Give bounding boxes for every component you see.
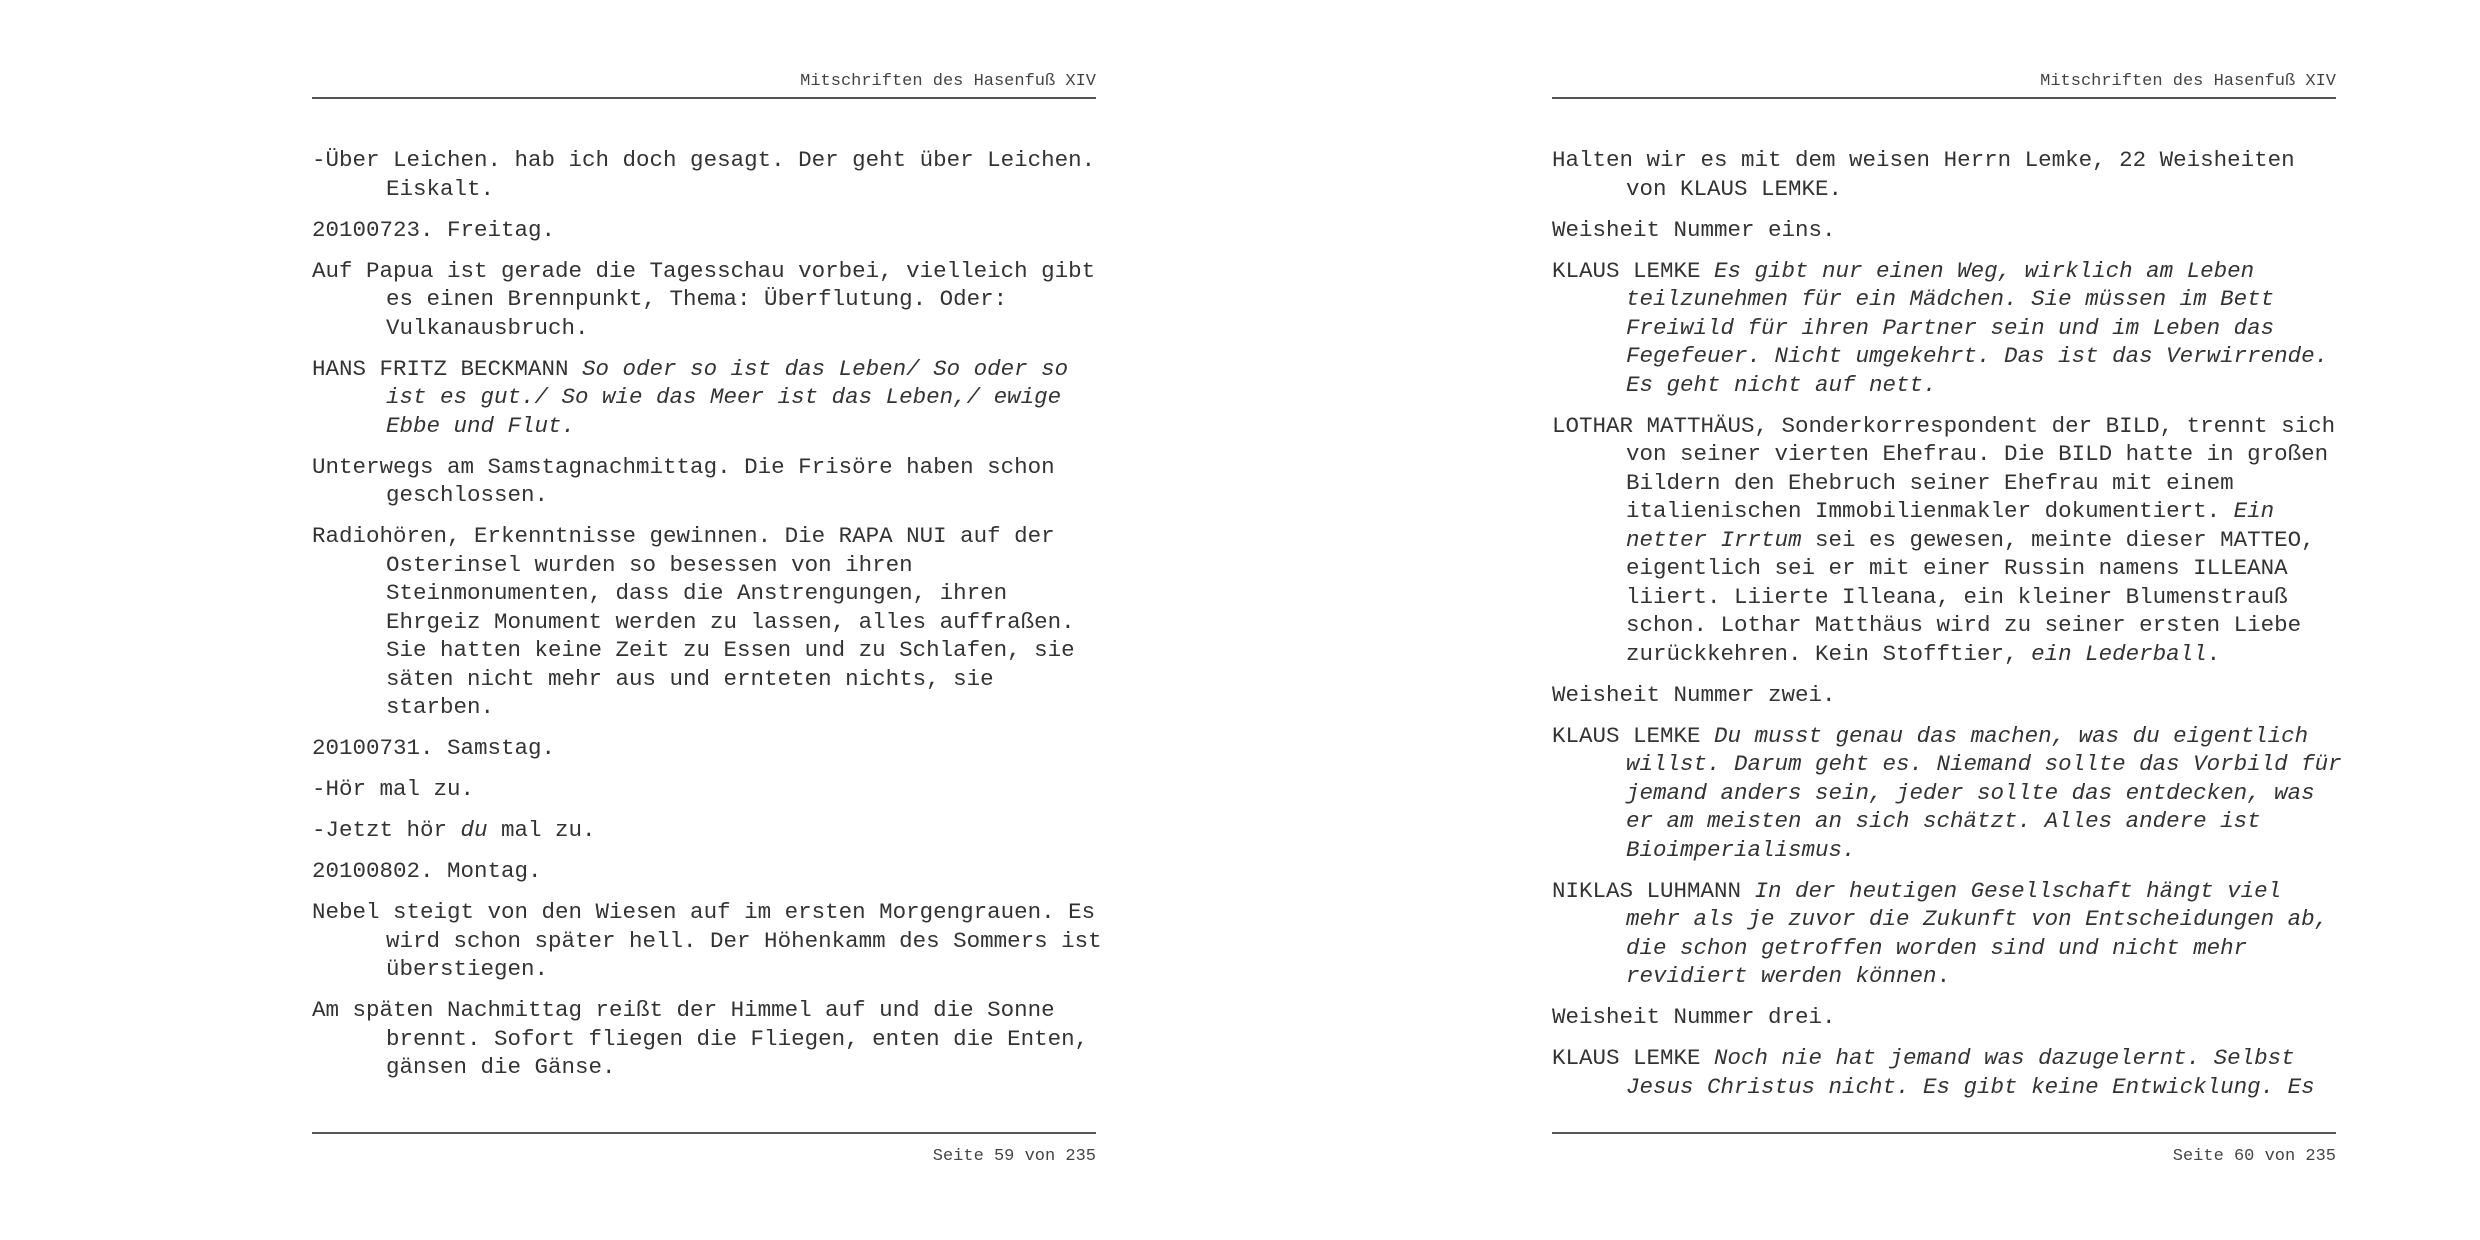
paragraph — [312, 355, 1102, 441]
footer-rule — [312, 1132, 1096, 1134]
paragraph — [312, 996, 1102, 1082]
text-run: -Hör mal zu. — [312, 776, 475, 802]
paragraph — [312, 898, 1116, 984]
text-run: sei es gewesen, meinte dieser MATTEO, eigentlich sei er mit einer Russin namens ILLEANA liiert. Liierte Illeana, ein kleiner Blumenstrauß schon. Lothar Matthäus wird zu seiner ersten Liebe zurückkehren. Kein Stofftier, — [1626, 526, 2329, 667]
text-run: KLAUS LEMKE — [1552, 1045, 1715, 1071]
italic-text: ein Lederball — [2031, 640, 2207, 667]
paragraph — [312, 216, 1102, 245]
body-text — [1552, 146, 2356, 1114]
body-text — [312, 146, 1116, 1094]
paragraph — [312, 453, 1102, 510]
paragraph — [312, 775, 1102, 804]
text-run: Weisheit Nummer drei. — [1552, 1004, 1836, 1030]
page-right — [1240, 0, 2480, 1240]
paragraph — [312, 146, 1109, 203]
italic-text: Es gibt nur einen Weg, wirklich am Leben teilzunehmen für ein Mädchen. Sie müssen im Bett Freiwild für ihren Partner sein und im Leben das Fegefeuer. Nicht umgekehrt. Das ist das Verwirrende. Es geht nicht auf nett. — [1626, 257, 2342, 398]
page-number: Seite 60 von 235 — [2172, 1147, 2336, 1166]
text-run: Auf Papua ist gerade die Tagesschau vorbei, vielleich gibt es einen Brennpunkt, Thema: Überflutung. Oder: Vulkanausbruch. — [312, 257, 1109, 341]
paragraph — [312, 734, 1102, 763]
italic-text: Du musst genau das machen, was du eigentlich willst. Darum geht es. Niemand sollte das Vorbild für jemand anders sein, jeder sollte das entdecken, was er am meisten an sich schätzt. Alles andere ist Bioimperialismus. — [1626, 722, 2356, 863]
running-head: Mitschriften des Hasenfuß XIV — [2040, 72, 2336, 91]
text-run: LOTHAR MATTHÄUS, Sonderkorrespondent der BILD, trennt sich von seiner vierten Ehefrau. Die BILD hatte in großen Bildern den Ehebruch seiner Ehefrau mit einem italienischen Immobilienmakler dokumentiert. — [1552, 412, 2349, 524]
header-rule — [312, 97, 1096, 99]
text-run: Weisheit Nummer zwei. — [1552, 681, 1836, 708]
paragraph — [312, 816, 1102, 845]
footer-rule — [1552, 1132, 2336, 1134]
page-number: Seite 59 von 235 — [932, 1147, 1096, 1166]
italic-text: In der heutigen Gesellschaft hängt viel mehr als je zuvor die Zukunft von Entscheidungen ab, die schon getroffen worden sind und nicht mehr revidiert werden können — [1626, 877, 2342, 989]
text-run: -Jetzt hör — [312, 817, 461, 843]
text-run: Halten wir es mit dem weisen Herrn Lemke, 22 Weisheiten von KLAUS LEMKE. — [1552, 147, 2309, 202]
text-run: Unterwegs am Samstagnachmittag. Die Frisöre haben schon geschlossen. — [312, 453, 1069, 508]
text-run: . — [2206, 640, 2221, 667]
text-run: KLAUS LEMKE — [1552, 722, 1715, 749]
text-run: HANS FRITZ BECKMANN — [312, 355, 583, 382]
paragraph — [312, 857, 1102, 886]
italic-text: Noch nie hat jemand was dazugelernt. Selbst Jesus Christus nicht. Es gibt keine Entwicklung. Es — [1626, 1045, 2315, 1100]
text-run: 20100731. Samstag. — [312, 735, 556, 761]
text-run: Am späten Nachmittag reißt der Himmel auf und die Sonne brennt. Sofort fliegen die Fliegen, enten die Enten, gänsen die Gänse. — [312, 997, 1102, 1080]
paragraph — [1552, 722, 2356, 865]
text-run: Weisheit Nummer eins. — [1552, 216, 1836, 243]
paragraph — [312, 257, 1109, 343]
text-run: 20100802. Montag. — [312, 858, 542, 884]
paragraph — [1552, 146, 2342, 203]
paragraph — [1552, 1003, 2342, 1032]
paragraph — [312, 522, 1102, 722]
italic-text: du — [460, 817, 488, 843]
paragraph — [1552, 412, 2349, 669]
running-head: Mitschriften des Hasenfuß XIV — [800, 72, 1096, 91]
text-run: KLAUS LEMKE — [1552, 257, 1715, 284]
text-run: mal zu. — [487, 817, 596, 843]
paragraph — [1552, 681, 2342, 710]
text-run: . — [1936, 963, 1951, 989]
text-run: 20100723. Freitag. — [312, 216, 556, 243]
paragraph — [1552, 1044, 2342, 1101]
paragraph — [1552, 877, 2342, 991]
italic-text: So oder so ist das Leben/ So oder so ist es gut./ So wie das Meer ist das Leben,/ ewige Ebbe und Flut. — [386, 355, 1082, 439]
italic-text: Ein netter Irrtum — [1626, 498, 2288, 553]
paragraph — [1552, 257, 2342, 400]
paragraph — [1552, 216, 2342, 245]
text-run: NIKLAS LUHMANN — [1552, 877, 1755, 904]
header-rule — [1552, 97, 2336, 99]
text-run: -Über Leichen. hab ich doch gesagt. Der geht über Leichen. Eiskalt. — [312, 147, 1109, 202]
text-run: Radiohören, Erkenntnisse gewinnen. Die RAPA NUI auf der Osterinsel wurden so besessen von ihren Steinmonumenten, dass die Anstrengungen, ihren Ehrgeiz Monument werden zu lassen, alles auffraßen. Sie hatten keine Zeit zu Essen und zu Schlafen, sie säten nicht mehr aus und ernteten nichts, sie starben. — [312, 523, 1089, 720]
text-run: Nebel steigt von den Wiesen auf im ersten Morgengrauen. Es wird schon später hell. Der Höhenkamm des Sommers ist überstiegen. — [312, 899, 1116, 982]
